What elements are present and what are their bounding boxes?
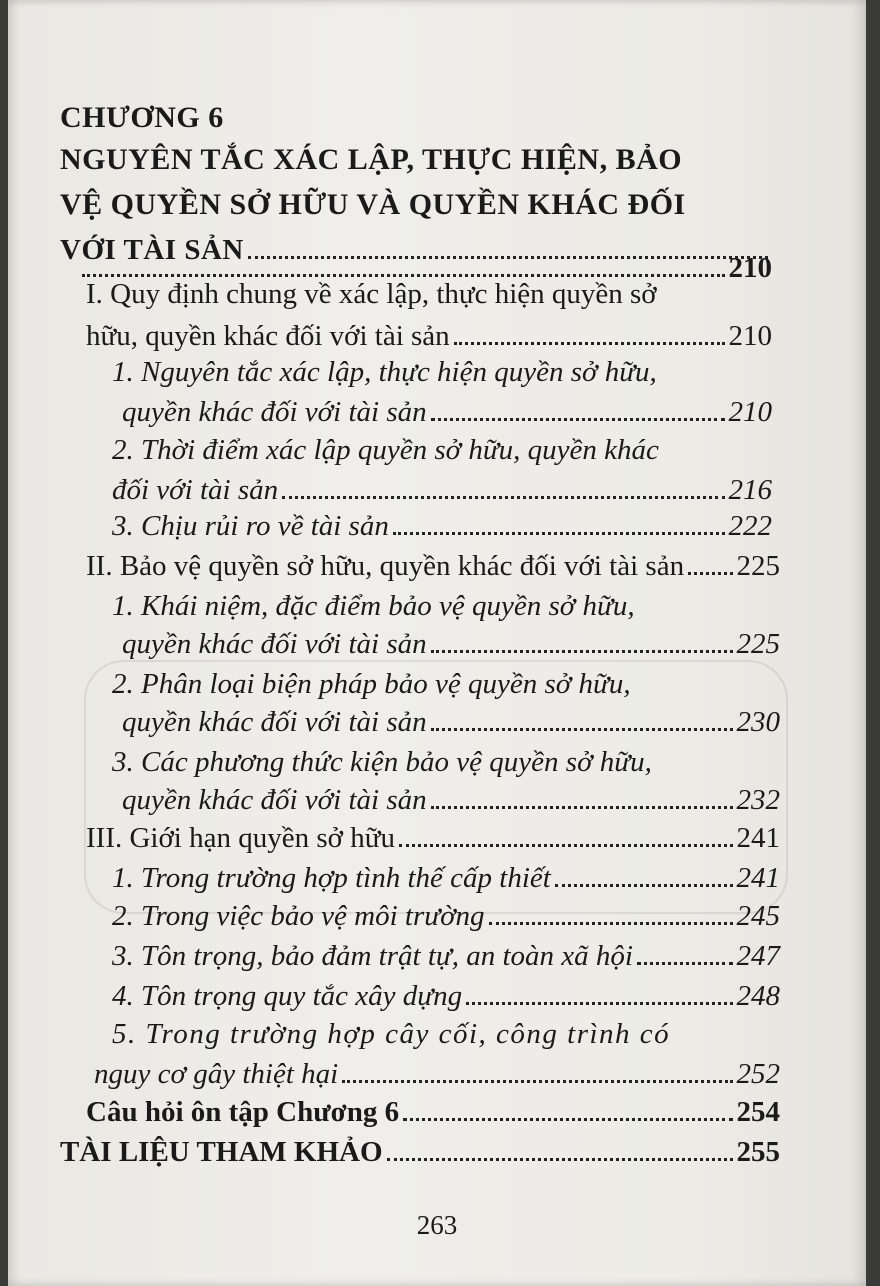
item-2-1-page: 225: [736, 628, 780, 660]
item-2-3-page: 232: [736, 784, 780, 816]
item-3-3-page: 247: [736, 940, 780, 972]
dot-leader: [431, 418, 725, 421]
dot-leader: [431, 650, 733, 653]
page-number: 263: [416, 1210, 458, 1240]
chapter-page: 210: [728, 252, 772, 284]
item-3-4-page: 248: [736, 980, 780, 1012]
section-1-entry: [86, 318, 772, 354]
item-3-3-entry: [112, 938, 780, 974]
review-page: 254: [736, 1096, 780, 1128]
item-1-2-page: 216: [728, 474, 772, 506]
dot-leader: [403, 1118, 732, 1121]
references-entry: [60, 1134, 780, 1170]
dot-leader: [466, 1002, 732, 1005]
item-3-5-line-2: nguy cơ gây thiệt hại: [94, 1058, 339, 1090]
dot-leader: [454, 342, 725, 345]
dot-leader: [431, 806, 733, 809]
item-3-5-page: 252: [736, 1058, 780, 1090]
dot-leader: [387, 1158, 733, 1161]
item-1-1-page: 210: [728, 396, 772, 428]
dot-leader: [555, 884, 733, 887]
item-1-1-line-1: 1. Nguyên tắc xác lập, thực hiện quyền sở hữu,: [112, 356, 657, 388]
book-page: [8, 0, 866, 1286]
item-1-3-line-1: 3. Chịu rủi ro về tài sản: [112, 510, 389, 542]
section-3-page: 241: [736, 822, 780, 854]
item-2-3-line-1: 3. Các phương thức kiện bảo vệ quyền sở hữu,: [112, 746, 652, 778]
section-1-page: 210: [728, 320, 772, 352]
item-2-2-line-1: 2. Phân loại biện pháp bảo vệ quyền sở hữu,: [112, 668, 631, 700]
dot-leader: [399, 844, 733, 847]
chapter-title-line-1: NGUYÊN TẮC XÁC LẬP, THỰC HIỆN, BẢO: [60, 143, 683, 176]
section-2-entry: [86, 548, 780, 584]
item-2-3-entry: [122, 782, 780, 818]
item-2-2-page: 230: [736, 706, 780, 738]
item-3-4-entry: [112, 978, 780, 1014]
references-page: 255: [736, 1136, 780, 1168]
section-1-line-1: I. Quy định chung về xác lập, thực hiện quyền sở: [86, 278, 657, 310]
item-1-1-entry: [122, 394, 772, 430]
dot-leader: [489, 922, 733, 925]
section-1-line-2: hữu, quyền khác đối với tài sản: [86, 320, 450, 352]
item-3-1-line-1: 1. Trong trường hợp tình thế cấp thiết: [112, 862, 551, 894]
item-3-5-line-1: 5. Trong trường hợp cây cối, công trình có: [112, 1018, 671, 1050]
item-3-2-entry: [112, 898, 780, 934]
item-3-3-line-1: 3. Tôn trọng, bảo đảm trật tự, an toàn xã hội: [112, 940, 633, 972]
chapter-title-line-2: VỆ QUYỀN SỞ HỮU VÀ QUYỀN KHÁC ĐỐI: [60, 188, 686, 221]
item-2-3-line-2: quyền khác đối với tài sản: [122, 784, 427, 816]
dot-leader: [431, 728, 733, 731]
item-2-1-entry: [122, 626, 780, 662]
section-2-page: 225: [736, 550, 780, 582]
review-entry: [86, 1094, 780, 1130]
dot-leader: [342, 1080, 732, 1083]
dot-leader: [637, 962, 733, 965]
review-label: Câu hỏi ôn tập Chương 6: [86, 1096, 400, 1128]
dot-leader: [393, 532, 725, 535]
table-of-contents: [8, 0, 866, 1286]
chapter-label: CHƯƠNG 6: [60, 101, 224, 134]
section-3-entry: [86, 820, 780, 856]
item-3-5-entry: [94, 1056, 780, 1092]
item-3-1-page: 241: [736, 862, 780, 894]
item-3-1-entry: [112, 860, 780, 896]
references-label: TÀI LIỆU THAM KHẢO: [60, 1136, 383, 1168]
section-3-line-1: III. Giới hạn quyền sở hữu: [86, 822, 395, 854]
chapter-title-line-3: VỚI TÀI SẢN: [60, 234, 244, 266]
section-2-line-1: II. Bảo vệ quyền sở hữu, quyền khác đối với tài sản: [86, 550, 685, 582]
dot-leader: [688, 572, 732, 575]
item-2-1-line-1: 1. Khái niệm, đặc điểm bảo vệ quyền sở hữu,: [112, 590, 635, 622]
item-1-3-entry: [112, 508, 772, 544]
item-1-1-line-2: quyền khác đối với tài sản: [122, 396, 427, 428]
item-3-2-line-1: 2. Trong việc bảo vệ môi trường: [112, 900, 485, 932]
item-1-2-line-1: 2. Thời điểm xác lập quyền sở hữu, quyền khác: [112, 434, 659, 466]
item-2-2-line-2: quyền khác đối với tài sản: [122, 706, 427, 738]
item-2-2-entry: [122, 704, 780, 740]
item-2-1-line-2: quyền khác đối với tài sản: [122, 628, 427, 660]
item-1-2-entry: [112, 472, 772, 508]
dot-leader: [282, 496, 724, 499]
item-1-3-page: 222: [728, 510, 772, 542]
item-3-2-page: 245: [736, 900, 780, 932]
item-1-2-line-2: đối với tài sản: [112, 474, 279, 506]
item-3-4-line-1: 4. Tôn trọng quy tắc xây dựng: [112, 980, 463, 1012]
